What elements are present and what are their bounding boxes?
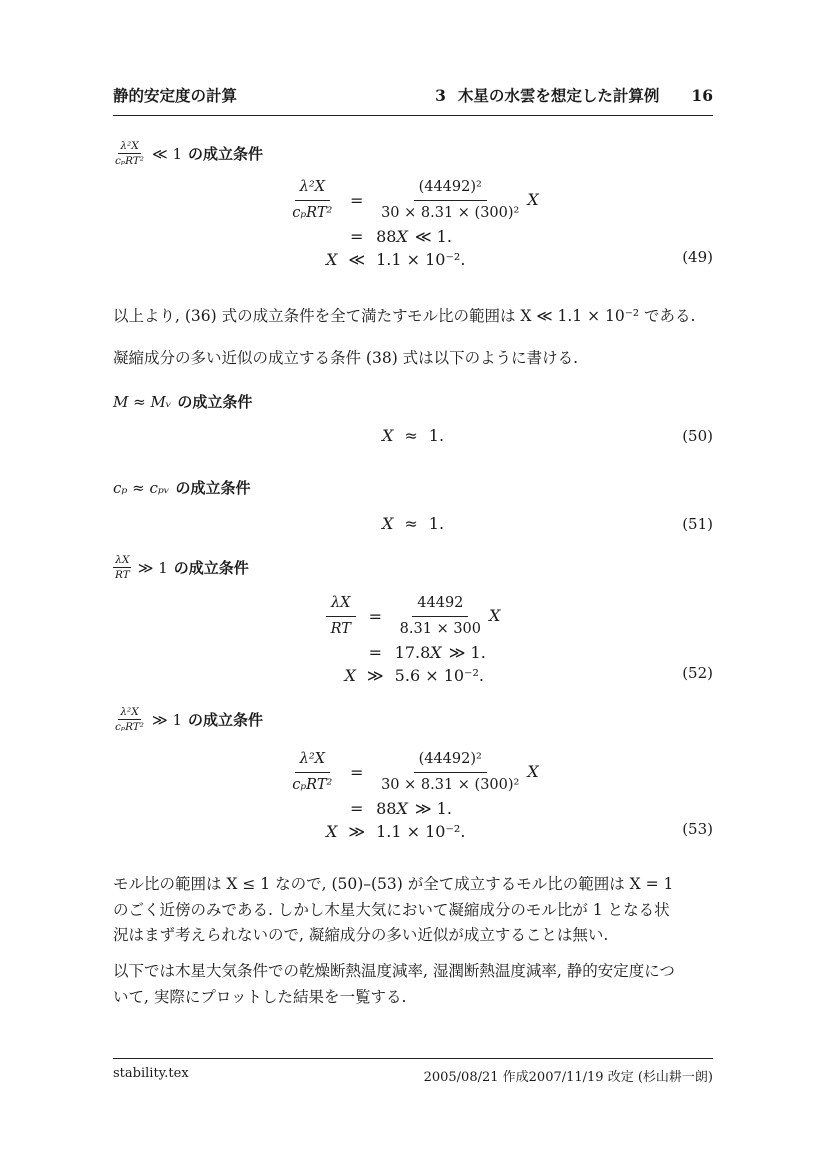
heading-condition: ≪ 1 [152,144,183,163]
fraction: $\frac{\text{λ²X}}{\text{cₚRT²}}$ [292,179,333,221]
inline-fraction: λ²X cₚRT² [115,706,145,734]
inline-fraction: λ²X cₚRT² [115,140,145,168]
equation-number-49: (49) [682,247,713,266]
section-heading-eq52 [113,554,717,581]
text-line: 以下では木星大気条件での乾燥断熱温度減率, 湿潤断熱温度減率, 静的安定度につ [113,962,675,980]
heading-label: の成立条件 [188,145,264,164]
footer-revision-dates: 2005/08/21 作成2007/11/19 改定 (杉山耕一朗) [423,1070,713,1085]
fraction: $\frac{44492}{8.31 \times 300}$ [399,595,482,637]
equation-number-51: (51) [682,514,713,533]
heading-condition: ≫ 1 [137,558,168,577]
fraction: $\frac{\text{(44492)²}}{\text{30 × 8.31 × (300)²}}$ [381,751,520,793]
heading-condition: ≫ 1 [152,710,183,729]
fraction: $\frac{\lambda X}{RT}$ [326,594,356,639]
fraction: $\frac{\text{λ²X}}{\text{cₚRT²}}$ [292,751,333,793]
footer-filename: stability.tex [113,1066,189,1081]
header-left-title: 静的安定度の計算 [113,87,238,105]
heading-label: の成立条件 [177,393,253,411]
section-heading-eq51 [113,477,717,498]
heading-label: の成立条件 [175,479,251,497]
heading-label: の成立条件 [188,711,264,730]
section-heading-eq49 [113,140,717,167]
text-line: いて, 実際にプロットした結果を一覧する. [113,987,407,1006]
paragraph-3 [113,959,717,1010]
heading-math: cₚ ≈ cₚᵥ [113,478,170,497]
running-header [113,84,713,116]
footer [113,1058,713,1085]
text-line: 以上より, (36) 式の成立条件を全て満たすモル比の範囲は X ≪ 1.1 × 10⁻² である. [113,307,696,325]
display-equation-49: $\frac{\text{λ²X}}{\text{cₚRT²}}$ = $\frac{\text{(44492)²}}{\text{30 × 8.31 × (300)²}}$ X = 88X ≪ 1. X ≪ 1.1 × 10⁻². (49) [113,176,713,271]
header-right [435,84,713,106]
text-line: 凝縮成分の多い近似の成立する条件 (38) 式は以下のように書ける. [113,349,579,367]
equation-number-53: (53) [682,819,713,838]
display-equation-51: X ≈ 1. (51) [381,514,713,533]
display-equation-50: X ≈ 1. (50) [381,426,713,445]
header-section-number: 3 [435,86,446,105]
section-heading-eq50 [113,391,717,412]
equation-number-52: (52) [682,663,713,682]
text-line: モル比の範囲は X ≤ 1 なので, (50)–(53) が全て成立するモル比の範囲は X = 1 [113,875,674,893]
display-equation-53: $\frac{\text{λ²X}}{\text{cₚRT²}}$ = $\frac{\text{(44492)²}}{\text{30 × 8.31 × (300)²}}$ X = 88X ≫ 1. X ≫ 1.1 × 10⁻². (53) [113,748,713,843]
heading-label: の成立条件 [173,559,249,578]
heading-math: M ≈ Mᵥ [113,392,172,411]
equation-number-50: (50) [682,426,713,445]
text-line: のごく近傍のみである. しかし木星大気において凝縮成分のモル比が 1 となる状 [113,900,670,919]
header-section-title: 木星の水雲を想定した計算例 [457,87,660,105]
fraction: $\frac{\text{(44492)²}}{\text{30 × 8.31 × (300)²}}$ [381,179,520,221]
display-equation-52: $\frac{\lambda X}{RT}$ = $\frac{44492}{8.31 \times 300}$ X = 17.8X ≫ 1. X ≫ 5.6 × 10⁻². (52) [113,592,713,687]
page-number: 16 [691,86,713,105]
inline-fraction: λX RT [115,554,130,582]
text-line: 況はまず考えられないので, 凝縮成分の多い近似が成立することは無い. [113,926,609,944]
paragraph-1 [113,295,717,379]
section-heading-eq53 [113,706,717,733]
paragraph-2 [113,872,717,949]
